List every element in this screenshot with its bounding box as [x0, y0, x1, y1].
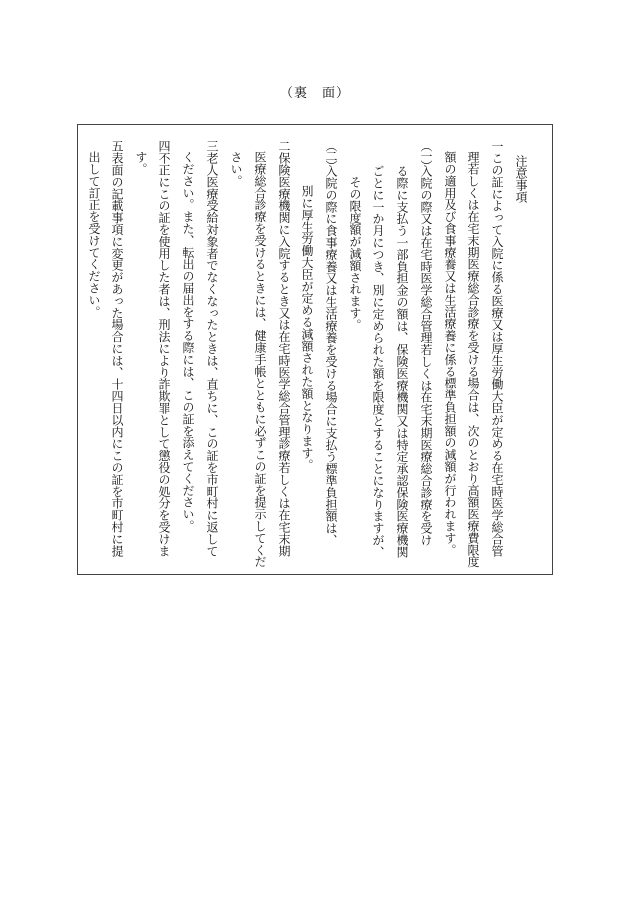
- item-number: 三: [205, 140, 219, 152]
- notice-heading: 注意事項: [514, 155, 528, 203]
- notice-line: 保険医療機関に入院するとき又は在宅時医学総合管理診療若しくは在宅末期: [277, 152, 291, 557]
- item-number: 四: [157, 140, 171, 152]
- notice-line: 老人医療受給対象者でなくなったときは、直ちに、この証を市町村に返して: [205, 152, 219, 557]
- item-number: （一）: [419, 140, 433, 170]
- notice-line: 表面の記載事項に変更があった場合には、十四日以内にこの証を市町村に提: [110, 152, 124, 557]
- notice-line: る際に支払う一部負担金の額は、保険医療機関又は特定承認保険医療機関: [395, 165, 409, 558]
- page-title: （裏 面）: [279, 86, 350, 101]
- notice-line: さい。: [229, 151, 243, 187]
- item-number: 一: [490, 140, 504, 152]
- notice-line: ごとに一か月につき、別に定められた額を限度とすることになりますが、: [371, 165, 385, 558]
- notice-line: す。: [134, 151, 148, 175]
- item-number: 二: [277, 140, 291, 152]
- notice-line: 医療総合診療を受けるときには、健康手帳とともに必ずこの証を提示してくだ: [253, 151, 267, 568]
- notice-line: 不正にこの証を使用した者は、刑法により詐欺罪として懲役の処分を受けま: [157, 152, 171, 557]
- notice-line: 出して訂正を受けてください。: [87, 151, 101, 318]
- notice-box: [77, 124, 553, 575]
- item-number: （二）: [324, 140, 338, 170]
- notice-line: ください。また、転出の届出をする際には、この証を添えてください。: [181, 151, 195, 532]
- notice-line: 理若しくは在宅末期医療総合診療を受ける場合は、次のとおり高額医療費限度: [466, 151, 480, 568]
- notice-line: その限度額が減額されます。: [348, 176, 362, 331]
- notice-line: 入院の際に食事療養又は生活療養を受ける場合に支払う標準負担額は、: [324, 165, 338, 546]
- notice-line: 額の適用及び食事療養又は生活療養に係る標準負担額の減額が行われます。: [443, 151, 457, 556]
- notice-line: 別に厚生労働大臣が定める減額された額となります。: [300, 185, 314, 471]
- notice-line: この証によって入院に係る医療又は厚生労働大臣が定める在宅時医学総合管: [490, 152, 504, 557]
- item-number: 五: [110, 140, 124, 152]
- notice-line: 入院の際又は在宅時医学総合管理若しくは在宅末期医療総合診療を受け: [419, 165, 433, 546]
